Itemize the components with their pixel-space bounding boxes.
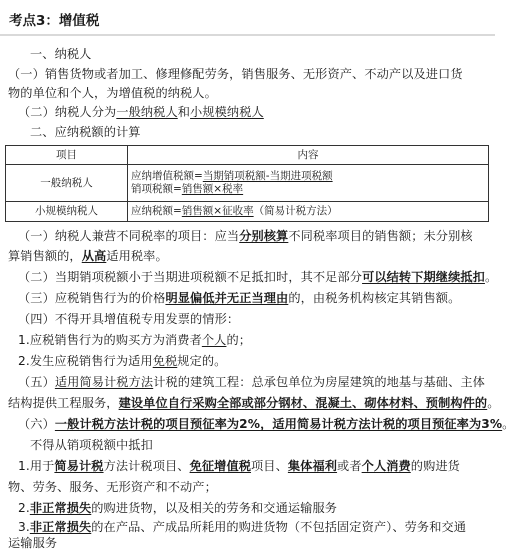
table-header-item: 项目 bbox=[6, 146, 128, 165]
underlined-term: 销售额×税率 bbox=[181, 183, 244, 195]
text: 和 bbox=[177, 105, 191, 119]
text: 规定的。 bbox=[177, 354, 227, 368]
text: （简易计税方法） bbox=[253, 205, 338, 217]
paragraph-line: 物的单位和个人，为增值税的纳税人。 bbox=[8, 86, 217, 100]
paragraph-line bbox=[8, 395, 500, 411]
emphasized-term: 分别核算 bbox=[239, 229, 289, 243]
text: （三）应税销售行为的价格 bbox=[18, 291, 166, 305]
emphasized-term: 免征增值税 bbox=[189, 459, 252, 473]
emphasized-term: 从高 bbox=[81, 249, 107, 263]
emphasized-term: 明显偏低并无正当理由 bbox=[165, 291, 289, 305]
text: 。 bbox=[502, 417, 514, 431]
text: 的在产品、产成品所耗用的购进货物（不包括固定资产）、劳务和交通 bbox=[91, 520, 467, 534]
underlined-term: 免税 bbox=[152, 354, 178, 368]
text: 1.用于 bbox=[18, 459, 55, 473]
text: 或者 bbox=[337, 459, 362, 473]
paragraph-line bbox=[18, 269, 497, 285]
emphasized-term: 个人消费 bbox=[361, 459, 411, 473]
text: 2. bbox=[18, 501, 30, 515]
table-cell-content bbox=[128, 165, 489, 202]
text: 1.应税销售行为的购买方为消费者 bbox=[18, 333, 202, 347]
text: 计税的建筑工程：总承包单位为房屋建筑的地基与基础、主体 bbox=[153, 375, 485, 389]
text: 方法计税项目、 bbox=[103, 459, 190, 473]
text: （一）纳税人兼营不同税率的项目：应当 bbox=[18, 229, 240, 243]
text: 。 bbox=[484, 270, 498, 284]
text: 。 bbox=[487, 396, 500, 410]
text: （二）当期销项税额小于当期进项税额不足抵扣时，其不足部分 bbox=[18, 270, 363, 284]
paragraph-line bbox=[18, 104, 264, 120]
paragraph-line bbox=[8, 248, 168, 264]
paragraph-line: 运输服务 bbox=[8, 536, 58, 550]
table-cell-item: 小规模纳税人 bbox=[6, 202, 128, 222]
underlined-term: 小规模纳税人 bbox=[190, 105, 264, 119]
paragraph-line bbox=[18, 374, 485, 390]
text: 应纳税额= bbox=[131, 205, 182, 217]
emphasized-term: 建设单位自行采购全部或部分钢材、混凝土、砌体材料、预制构件的 bbox=[118, 396, 488, 410]
text: 项目、 bbox=[251, 459, 288, 473]
section-heading: 考点3：增值税 bbox=[9, 13, 100, 29]
table-header-row bbox=[6, 146, 489, 165]
text: （五） bbox=[18, 375, 55, 389]
paragraph-line bbox=[18, 353, 226, 369]
text: （二）纳税人分为 bbox=[18, 105, 117, 119]
text: 结构提供工程服务， bbox=[8, 396, 119, 410]
text: 不同税率项目的销售额；未分别核 bbox=[288, 229, 473, 243]
paragraph-line bbox=[18, 290, 460, 306]
paragraph-line bbox=[18, 519, 466, 535]
emphasized-term: 非正常损失 bbox=[29, 501, 92, 515]
table-row bbox=[6, 165, 489, 202]
paragraph-line bbox=[18, 228, 473, 244]
text: （六） bbox=[18, 417, 55, 431]
paragraph-line: （一）销售货物或者加工、修理修配劳务，销售服务、无形资产、不动产以及进口货 bbox=[8, 67, 463, 81]
subsection-taxpayer-title: 一、纳税人 bbox=[30, 47, 92, 61]
emphasized-term: 可以结转下期继续抵扣 bbox=[362, 270, 485, 284]
paragraph-line bbox=[18, 458, 460, 474]
underlined-term: 个人 bbox=[201, 333, 227, 347]
paragraph-line bbox=[18, 416, 514, 432]
text: 3. bbox=[18, 520, 30, 534]
paragraph-line bbox=[18, 500, 337, 516]
tax-calculation-table bbox=[5, 145, 489, 222]
paragraph-line: 不得从销项税额中抵扣 bbox=[30, 438, 153, 452]
paragraph-line: （四）不得开具增值税专用发票的情形： bbox=[18, 312, 240, 326]
text: 的购进货 bbox=[410, 459, 460, 473]
text: 销项税额= bbox=[131, 183, 182, 195]
underlined-term: 销售额×征收率 bbox=[181, 205, 254, 217]
text: 的购进货物，以及相关的劳务和交通运输服务 bbox=[91, 501, 338, 515]
paragraph-line bbox=[18, 332, 251, 348]
text: 的，由税务机构核定其销售额。 bbox=[288, 291, 461, 305]
emphasized-term: 集体福利 bbox=[287, 459, 338, 473]
heading-bar bbox=[0, 0, 495, 36]
underlined-term: 适用简易计税方法 bbox=[54, 375, 154, 389]
table-header-content: 内容 bbox=[128, 146, 489, 165]
paragraph-line: 物、劳务、服务、无形资产和不动产； bbox=[8, 480, 217, 494]
underlined-term: 当期销项税额-当期进项税额 bbox=[202, 170, 333, 182]
text: 适用税率。 bbox=[106, 249, 168, 263]
text: 应纳增值税额= bbox=[131, 170, 203, 182]
text: 算销售额的， bbox=[8, 249, 82, 263]
text: 2.发生应税销售行为适用 bbox=[18, 354, 153, 368]
underlined-term: 一般纳税人 bbox=[116, 105, 178, 119]
table-row bbox=[6, 202, 489, 222]
text: 的； bbox=[226, 333, 252, 347]
emphasized-term: 简易计税 bbox=[54, 459, 104, 473]
subsection-calculation-title: 二、应纳税额的计算 bbox=[30, 125, 141, 139]
table-cell-item: 一般纳税人 bbox=[6, 165, 128, 202]
table-cell-content bbox=[128, 202, 489, 222]
emphasized-term: 非正常损失 bbox=[29, 520, 92, 534]
emphasized-term: 一般计税方法计税的项目预征率为2%，适用简易计税方法计税的项目预征率为3% bbox=[54, 417, 503, 431]
